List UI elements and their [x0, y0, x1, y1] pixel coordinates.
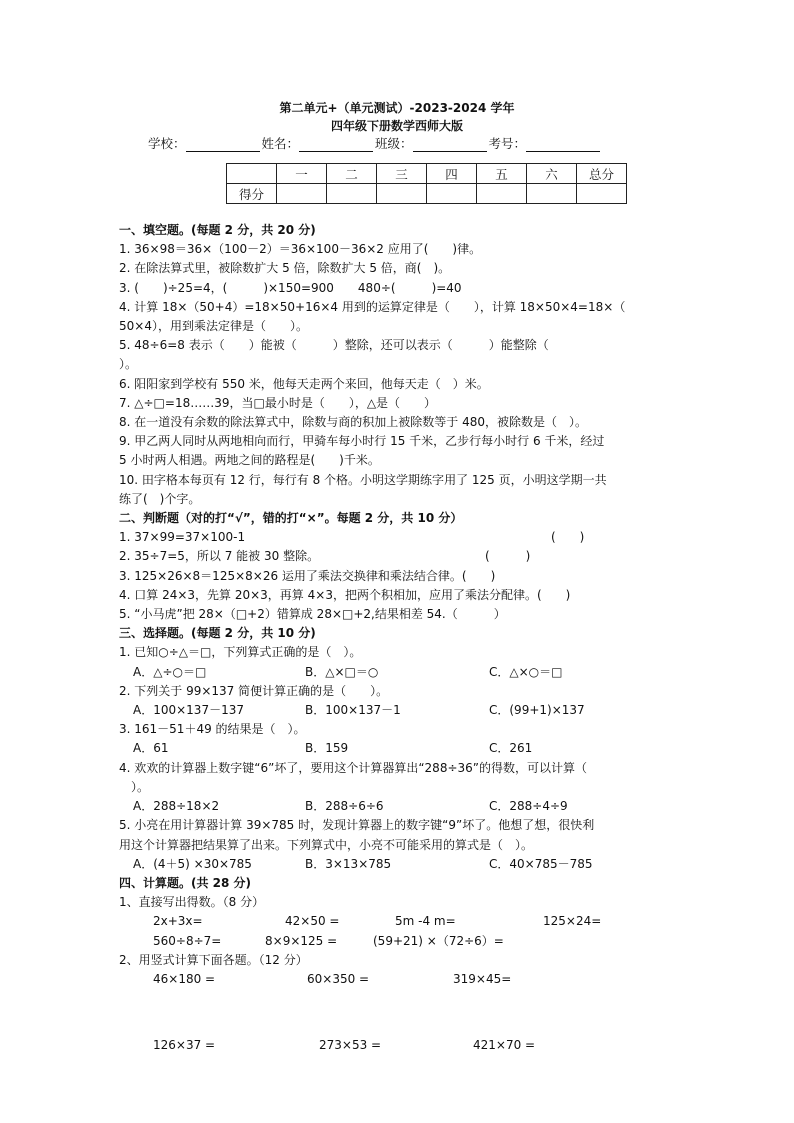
s2-item — [119, 528, 679, 547]
school-label: 学校： — [148, 136, 186, 151]
class-label: 班级： — [375, 136, 413, 151]
option-c[interactable]: C．(99+1)×137 — [489, 703, 585, 718]
score-cell[interactable] — [277, 184, 327, 204]
score-table — [226, 163, 627, 204]
score-cell[interactable] — [427, 184, 477, 204]
option-c[interactable]: C．261 — [489, 741, 533, 756]
score-cell[interactable] — [377, 184, 427, 204]
calc-item: 5m -4 m= — [395, 914, 456, 929]
calc-item: 46×180 = — [153, 971, 216, 986]
calc-item: 273×53 = — [319, 1038, 382, 1053]
score-cell[interactable] — [577, 184, 627, 204]
score-header-cell — [227, 164, 277, 184]
s1-line: 练了( )个字。 — [119, 491, 201, 506]
calc-item: 126×37 = — [153, 1038, 216, 1053]
option-a[interactable]: A．100×137－137 — [133, 703, 244, 718]
s3-options — [119, 855, 679, 874]
s1-line: 50×4），用到乘法定律是（ ）。 — [119, 319, 308, 334]
score-header-cell: 五 — [477, 164, 527, 184]
s2-item: 3. 125×26×8＝125×8×26 运用了乘法交换律和乘法结合律。( ) — [119, 568, 496, 583]
score-header-cell: 六 — [527, 164, 577, 184]
questions-body — [119, 221, 679, 1055]
calc-item: 125×24= — [543, 914, 602, 929]
option-c[interactable]: C．288÷4÷9 — [489, 799, 568, 814]
s3-options — [119, 797, 679, 816]
calc-item: 8×9×125 = — [265, 933, 338, 948]
s1-line: 7. △÷□=18……39，当□最小时是（ ），△是（ ） — [119, 395, 437, 410]
calc-item: 560÷8÷7= — [153, 933, 222, 948]
school-field[interactable] — [186, 138, 260, 152]
score-header-cell: 二 — [327, 164, 377, 184]
s3-question: 2. 下列关于 99×137 简便计算正确的是（ ）。 — [119, 683, 389, 698]
s1-line: 4. 计算 18×（50+4）=18×50+16×4 用到的运算定律是（ ），计算 18×50×4=18×（ — [119, 299, 626, 314]
name-field[interactable] — [299, 138, 373, 152]
s2-item — [119, 547, 679, 566]
score-cell[interactable] — [327, 184, 377, 204]
direct-calc-row — [119, 932, 679, 951]
class-field[interactable] — [413, 138, 487, 152]
option-a[interactable]: A．(4＋5) ×30×785 — [133, 856, 252, 871]
s3-options — [119, 739, 679, 758]
option-b[interactable]: B．288÷6÷6 — [305, 799, 384, 814]
s3-question: 4. 欢欢的计算器上数字键“6”坏了，要用这个计算器算出“288÷36”的得数，可以计算（ — [119, 760, 587, 775]
section-1-title: 一、填空题。(每题 2 分，共 20 分) — [119, 223, 316, 237]
direct-calc-row — [119, 912, 679, 931]
s1-line: 9. 甲乙两人同时从两地相向而行，甲骑车每小时行 15 千米，乙步行每小时行 6 千米，经过 — [119, 434, 605, 449]
score-row-label: 得分 — [227, 184, 277, 204]
s3-question: 1. 已知○÷△＝□，下列算式正确的是（ ）。 — [119, 645, 362, 660]
option-a[interactable]: A．△÷○＝□ — [133, 664, 207, 679]
vertical-calc-row — [119, 1036, 679, 1055]
option-c[interactable]: C．40×785－785 — [489, 856, 593, 871]
s3-question-cont: ）。 — [131, 779, 150, 794]
option-c[interactable]: C．△×○＝□ — [489, 664, 563, 679]
s3-question: 5. 小亮在用计算器计算 39×785 时，发现计算器上的数字键“9”坏了。他想了想，很快利 — [119, 818, 595, 833]
s3-options — [119, 663, 679, 682]
student-info-row — [148, 134, 602, 152]
option-b[interactable]: B．159 — [305, 741, 349, 756]
name-label: 姓名： — [261, 136, 300, 151]
option-b[interactable]: B．100×137－1 — [305, 703, 401, 718]
title-line-2: 四年级下册数学西师大版 — [330, 119, 463, 133]
title-line-1: 第二单元+（单元测试）-2023-2024 学年 — [279, 101, 515, 115]
s1-line: 8. 在一道没有余数的除法算式中，除数与商的积加上被除数等于 480，被除数是（ ）。 — [119, 415, 587, 430]
section-4-title: 四、计算题。(共 28 分) — [119, 875, 252, 890]
s3-question: 3. 161－51＋49 的结果是（ ）。 — [119, 722, 306, 737]
work-space — [119, 989, 679, 1036]
s1-line: 6. 阳阳家到学校有 550 米，他每天走两个来回，他每天走（ ）米。 — [119, 376, 489, 391]
s1-line: 5. 48÷6=8 表示（ ）能被（ ）整除，还可以表示（ ）能整除（ — [119, 338, 549, 353]
s2-item: 4. 口算 24×3，先算 20×3，再算 4×3，把两个积相加，应用了乘法分配律。( ) — [119, 587, 571, 602]
s1-line: 2. 在除法算式里，被除数扩大 5 倍，除数扩大 5 倍，商( )。 — [119, 261, 451, 276]
s4-sub2: 2、用竖式计算下面各题。（12 分） — [119, 952, 308, 967]
s1-line: 1. 36×98＝36×（100－2）＝36×100－36×2 应用了( )律。 — [119, 242, 482, 257]
option-a[interactable]: A．61 — [133, 741, 169, 756]
calc-item: 421×70 = — [473, 1038, 536, 1053]
s2-item: 5. “小马虎”把 28×（□+2）错算成 28×□+2,结果相差 54.（ ） — [119, 607, 506, 622]
score-header-cell: 一 — [277, 164, 327, 184]
s4-sub1: 1、直接写出得数。（8 分） — [119, 895, 265, 910]
calc-item: 60×350 = — [307, 971, 370, 986]
s2-item-text: 1. 37×99=37×100-1 — [119, 530, 246, 545]
score-cell[interactable] — [527, 184, 577, 204]
calc-item: 42×50 = — [285, 914, 340, 929]
s1-line: 5 小时两人相遇。两地之间的路程是( )千米。 — [119, 453, 380, 468]
answer-bracket[interactable]: ( ) — [485, 549, 531, 564]
calc-item: (59+21) ×（72÷6）= — [373, 933, 504, 948]
s3-options — [119, 701, 679, 720]
s1-line: 10. 田字格本每页有 12 行，每行有 8 个格。小明这学期练字用了 125 页，小明这学期一共 — [119, 472, 607, 487]
s2-item-text: 2. 35÷7=5，所以 7 能被 30 整除。 — [119, 549, 320, 564]
calc-item: 2x+3x= — [153, 914, 203, 929]
score-cell[interactable] — [477, 184, 527, 204]
option-b[interactable]: B．△×□＝○ — [305, 664, 379, 679]
score-header-cell: 四 — [427, 164, 477, 184]
score-header-cell: 三 — [377, 164, 427, 184]
s1-line: 3. ( )÷25=4，( )×150=900 480÷( )=40 — [119, 280, 462, 295]
exam-no-label: 考号： — [488, 136, 527, 151]
s3-question-cont: 用这个计算器把结果算了出来。下列算式中，小亮不可能采用的算式是（ ）。 — [119, 837, 534, 852]
option-b[interactable]: B．3×13×785 — [305, 856, 392, 871]
vertical-calc-row — [119, 970, 679, 989]
section-2-title: 二、判断题（对的打“√”，错的打“×”。每题 2 分，共 10 分） — [119, 511, 463, 526]
calc-item: 319×45= — [453, 971, 512, 986]
exam-no-field[interactable] — [526, 138, 600, 152]
score-header-cell: 总分 — [577, 164, 627, 184]
section-3-title: 三、选择题。(每题 2 分，共 10 分) — [119, 626, 316, 641]
answer-bracket[interactable]: ( ) — [551, 530, 585, 545]
s1-line: ）。 — [119, 357, 138, 372]
option-a[interactable]: A．288÷18×2 — [133, 799, 220, 814]
